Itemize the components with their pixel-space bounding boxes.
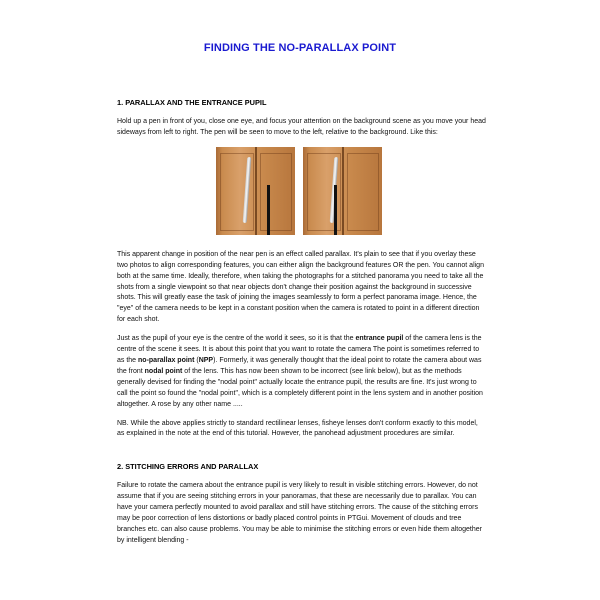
- paragraph-stitching-errors: Failure to rotate the camera about the entrance pupil is very likely to result in visible stitching errors. However, do not assume that if you are seeing stitching errors in your panoramas, that these are necessarily due to parallax. You can have your camera perfectly mounted to avoid parallax and still have stitching errors. The cause of the stitching errors may be poor correction of lens distortions or badly placed control points in PTGui. Movement of clouds and tree branches etc. can also cause problems. You may be able to minimise the stitching errors or even hide them altogether by intelligent blending -: [117, 482, 482, 544]
- term-no-parallax-point: no-parallax point: [138, 356, 195, 364]
- term-nodal-point: nodal point: [144, 367, 183, 375]
- photo-pen-right-view: [303, 147, 382, 235]
- photo-pair: [111, 147, 487, 235]
- term-entrance-pupil: entrance pupil: [355, 335, 404, 343]
- photo-pen-left-view: [216, 147, 295, 235]
- section-heading-stitching: 2. STITCHING ERRORS AND PARALLAX: [117, 462, 259, 472]
- page-title: FINDING THE NO-PARALLAX POINT: [203, 42, 397, 54]
- paragraph-fisheye-note: NB. While the above applies strictly to standard rectilinear lenses, fisheye lenses don't conform exactly to this model, as explained in the note at the end of this tutorial. However, the panohead adjustment procedures are similar.: [117, 419, 478, 438]
- paragraph-parallax-explained: This apparent change in position of the near pen is an effect called parallax. It's plain to see that if you overlay these two photos to align corresponding features, you can either align the background features OR the pen. You cannot align both at the same time. Ideally, therefore, when taking the photographs for a stitched panorama you need to take all the shots from a single viewpoint so that near objects don't change their position against the background in successive shots. This will greatly ease the task of joining the images seamlessly to form a perfect panorama image. Hence, the "eye" of the camera needs to be kept in a constant position when the camera is rotated to point in a different direction for each shot.: [117, 250, 484, 324]
- paragraph-entrance-pupil: Just as the pupil of your eye is the centre of the world it sees, so it is that the entrance pupil of the camera lens is the centre of the scene it sees. It is about this point that you want to rotate the camera The point is sometimes referred to as the no-parallax point (NPP). Formerly, it was generally thought that the ideal point to rotate the camera about was the front nodal point of the lens. This has now been shown to be incorrect (see link below), but as the methods generally devised for finding the "nodal point" actually locate the entrance pupil, the results are fine. It's just wrong to call the point so found the "nodal point", which is a completely different point in the lens system and in another position altogether. A rose by any other name .....: [117, 335, 483, 408]
- article-body: [117, 98, 487, 555]
- term-npp: NPP: [198, 356, 214, 364]
- paragraph-pen-intro: Hold up a pen in front of you, close one eye, and focus your attention on the background scene as you move your head sideways from left to right. The pen will be seen to move to the left, relative to the background. Like this:: [117, 118, 486, 136]
- section-heading-parallax: 1. PARALLAX AND THE ENTRANCE PUPIL: [117, 98, 267, 107]
